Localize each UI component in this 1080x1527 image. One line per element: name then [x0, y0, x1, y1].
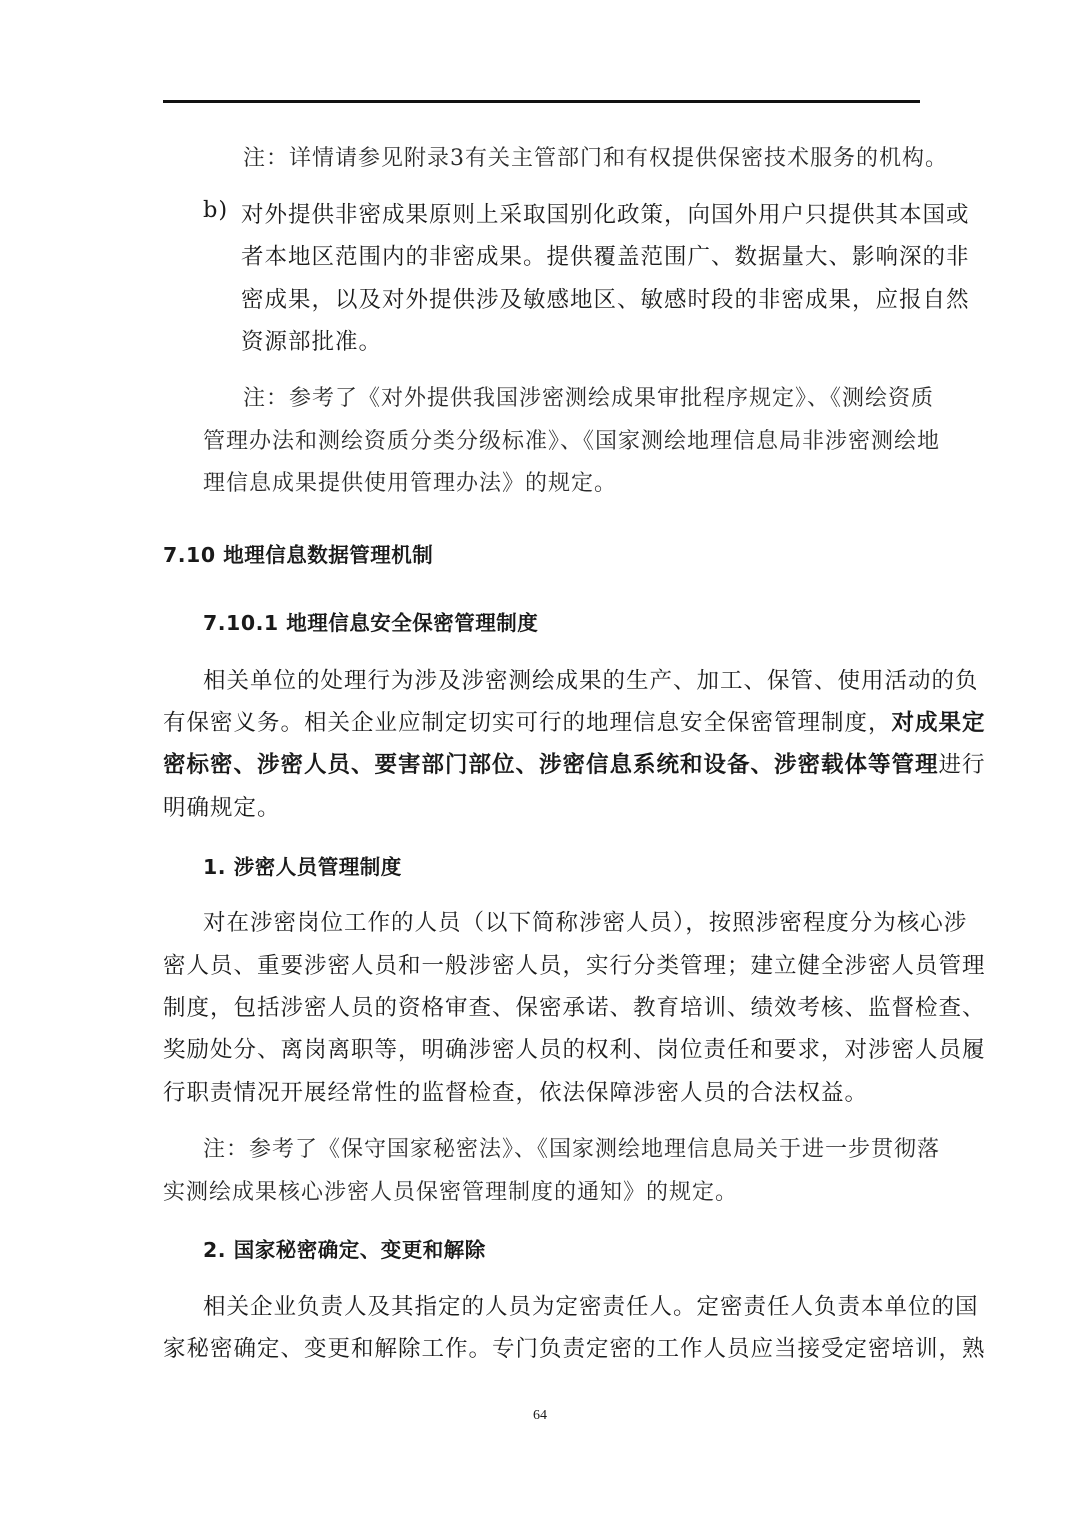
heading-2-state-secrets: 2. 国家秘密确定、变更和解除 — [203, 1238, 486, 1262]
para-3-line-2: 家秘密确定、变更和解除工作。专门负责定密的工作人员应当接受定密培训，熟 — [163, 1336, 986, 1362]
para-1-line-3 — [163, 747, 986, 779]
page-number: 64 — [533, 1408, 547, 1423]
item-b-line-3: 密成果，以及对外提供涉及敏感地区、敏感时段的非密成果，应报自然 — [241, 287, 970, 313]
para-1-line-2 — [163, 705, 986, 737]
para-2-line-3: 制度，包括涉密人员的资格审查、保密承诺、教育培训、绩效考核、监督检查、 — [163, 995, 986, 1021]
item-b-line-2: 者本地区范围内的非密成果。提供覆盖范围广、数据量大、影响深的非 — [241, 244, 970, 270]
para-2-line-2: 密人员、重要涉密人员和一般涉密人员，实行分类管理；建立健全涉密人员管理 — [163, 953, 986, 979]
item-b-line-1: 对外提供非密成果原则上采取国别化政策，向国外用户只提供其本国或 — [241, 202, 970, 228]
para-1-line-3-normal: 进行 — [938, 752, 986, 778]
para-1-line-3-bold: 密标密、涉密人员、要害部门部位、涉密信息系统和设备、涉密载体等管理 — [163, 752, 939, 778]
para-2-line-5: 行职责情况开展经常性的监督检查，依法保障涉密人员的合法权益。 — [163, 1080, 869, 1106]
para-1-line-2-normal: 有保密义务。相关企业应制定切实可行的地理信息安全保密管理制度， — [163, 710, 892, 736]
note-3-line-2: 实测绘成果核心涉密人员保密管理制度的通知》的规定。 — [163, 1180, 739, 1205]
para-1-line-4: 明确规定。 — [163, 795, 281, 821]
section-heading-7-10: 7.10 地理信息数据管理机制 — [163, 543, 434, 567]
heading-1-personnel: 1. 涉密人员管理制度 — [203, 855, 402, 879]
para-1-line-2-bold: 对成果定 — [891, 710, 986, 736]
note-2-line-2: 管理办法和测绘资质分类分级标准》、《国家测绘地理信息局非涉密测绘地 — [203, 429, 941, 454]
section-heading-7-10-1: 7.10.1 地理信息安全保密管理制度 — [203, 611, 539, 635]
header-rule — [163, 100, 920, 103]
item-b-line-4: 资源部批准。 — [241, 329, 383, 355]
para-1-line-1: 相关单位的处理行为涉及涉密测绘成果的生产、加工、保管、使用活动的负 — [203, 668, 979, 694]
para-2-line-1: 对在涉密岗位工作的人员（以下简称涉密人员），按照涉密程度分为核心涉 — [203, 910, 968, 936]
para-2-line-4: 奖励处分、离岗离职等，明确涉密人员的权利、岗位责任和要求，对涉密人员履 — [163, 1037, 986, 1063]
note-appendix-3: 注：详情请参见附录3有关主管部门和有权提供保密技术服务的机构。 — [243, 146, 948, 171]
note-3-line-1: 注：参考了《保守国家秘密法》、《国家测绘地理信息局关于进一步贯彻落 — [203, 1137, 941, 1162]
note-2-line-1: 注：参考了《对外提供我国涉密测绘成果审批程序规定》、《测绘资质 — [243, 386, 935, 411]
list-marker-b: b) — [203, 197, 229, 223]
para-3-line-1: 相关企业负责人及其指定的人员为定密责任人。定密责任人负责本单位的国 — [203, 1294, 979, 1320]
note-2-line-3: 理信息成果提供使用管理办法》的规定。 — [203, 471, 618, 496]
